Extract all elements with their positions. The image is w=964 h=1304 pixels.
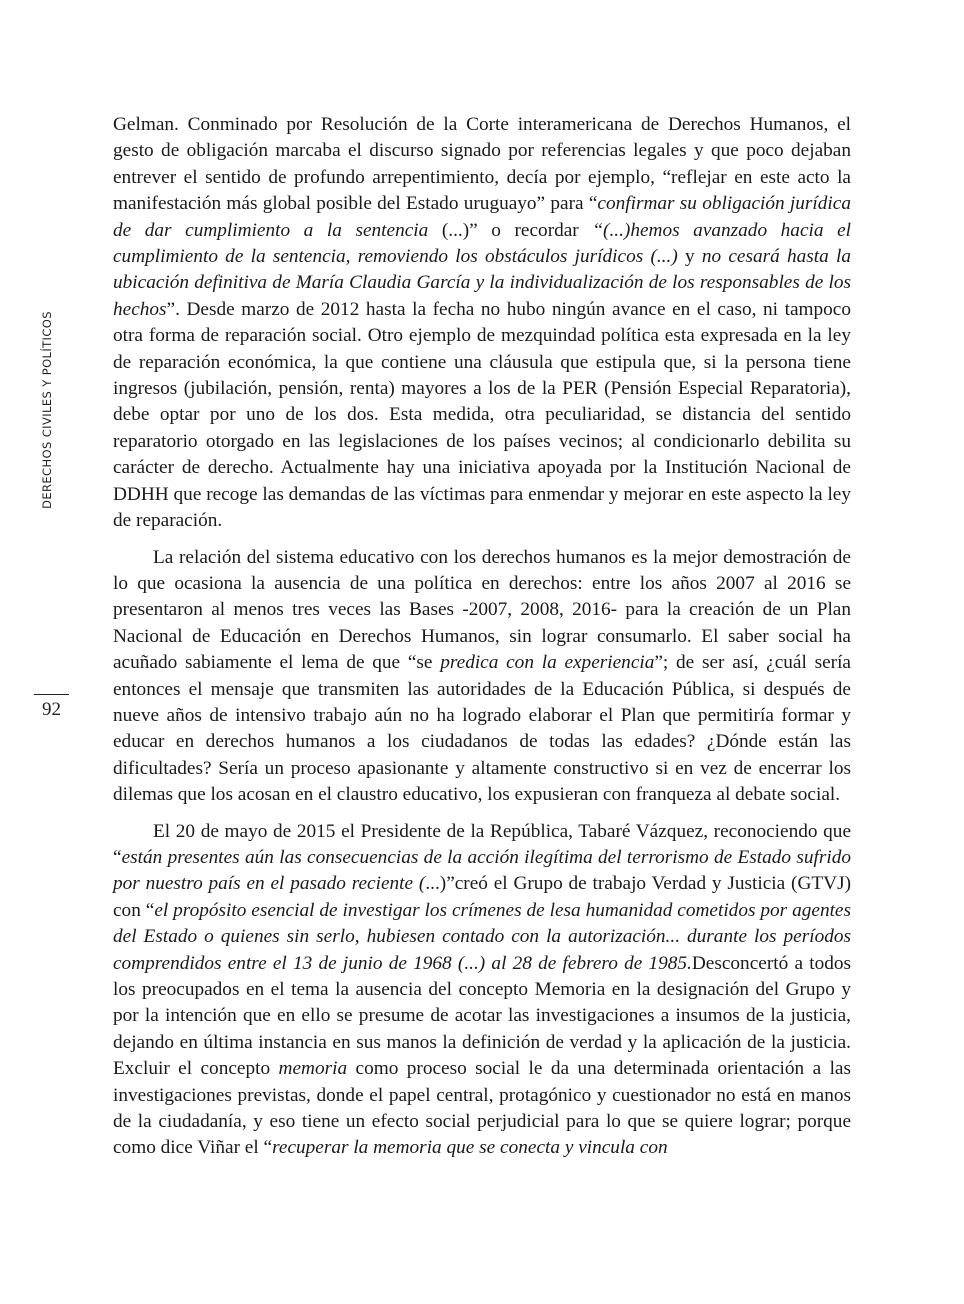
text-run: y <box>677 246 702 268</box>
italic-text: están presentes aún las consecuencias de la acción ilegítima del terrorismo de Estado sufrido por nuestro país en el pasado reciente ( <box>113 846 851 895</box>
page-number: 92 <box>42 699 61 720</box>
italic-text: el propósito esencial de investigar los crímenes de lesa humanidad cometidos por agentes del Estado o quienes sin serlo, hubiesen contado con la autorización... durante los períodos comprendidos entre el 13 de junio de 1968 (...) al 28 de febrero de 1985. <box>113 899 851 974</box>
text-run: (...)” o recordar <box>428 219 593 241</box>
text-run: como proceso social le da una determinada orientación a las investigaciones previstas, donde el papel central, protagónico y cuestionador no está en manos de la ciudadanía, y eso tiene un efecto social perjudicial para lo que se quiere lograr; porque como dice Viñar el “ <box>113 1058 851 1159</box>
italic-text: confirmar su obligación jurídica de dar cumplimiento a la sentencia <box>113 193 851 241</box>
page-number-rule <box>34 694 69 695</box>
italic-text: memoria <box>278 1058 348 1080</box>
italic-text: recuperar la memoria que se conecta y vincula con <box>272 1137 668 1159</box>
text-run: Desconcertó a todos los preocupados en el tema la ausencia del concepto Memoria en la designación del Grupo y por la intención que en ello se presume de acotar las investigaciones a insumos de la justicia, dejando en última instancia en sus manos la definición de verdad y la aplicación de la justicia. Excluir el concepto <box>113 952 851 1080</box>
text-run: El 20 de mayo de 2015 el Presidente de la República, Tabaré Vázquez, reconociendo que “ <box>113 820 851 868</box>
body-text <box>113 112 851 1172</box>
paragraph <box>113 819 851 1162</box>
paragraph <box>113 545 851 809</box>
text-run: La relación del sistema educativo con los derechos humanos es la mejor demostración de lo que ocasiona la ausencia de una política en derechos: entre los años 2007 al 2016 se presentaron al menos tres veces las Bases -2007, 2008, 2016- para la creación de un Plan Nacional de Educación en Derechos Humanos, sin lograr consumarlo. El saber social ha acuñado sabiamente el lema de que “se <box>113 546 851 674</box>
italic-text: “(...)hemos avanzado hacia el cumplimiento de la sentencia, removiendo los obstáculos jurídicos (...) <box>113 219 851 268</box>
running-head: DERECHOS CIVILES Y POLÍTICOS <box>40 311 54 509</box>
text-run: Gelman. Conminado por Resolución de la Corte interamericana de Derechos Humanos, el gesto de obligación marcaba el discurso signado por referencias legales y que poco dejaban entrever el sentido de profundo arrepentimiento, decía por ejemplo, “reflejar en este acto la manifestación más global posible del Estado uruguayo” para “ <box>113 114 851 215</box>
text-run: ”. Desde marzo de 2012 hasta la fecha no hubo ningún avance en el caso, ni tampoco otra forma de reparación social. Otro ejemplo de mezquindad política esta expresada en la ley de reparación económica, la que contiene una cláusula que estipula que, si la persona tiene ingresos (jubilación, pensión, renta) mayores a los de la PER (Pensión Especial Reparatoria), debe optar por uno de los dos. Esta medida, otra peculiaridad, se distancia del sentido reparatorio otorgado en las legislaciones de los países vecinos; al condicionarlo debilita su carácter de derecho. Actualmente hay una iniciativa apoyada por la Institución Nacional de DDHH que recoge las demandas de las víctimas para enmendar y mejorar en este aspecto la ley de reparación. <box>113 298 851 532</box>
text-run: ”; de ser así, ¿cuál sería entonces el mensaje que transmiten las autoridades de la Educación Pública, si después de nueve años de intensivo trabajo aún no ha logrado elaborar el Plan que permitiría formar y educar en derechos humanos a los ciudadanos de todas las edades? ¿Dónde están las dificultades? Sería un proceso apasionante y altamente constructivo si en vez de encerrar los dilemas que los acosan en el claustro educativo, los expusieran con franqueza al debate social. <box>113 652 851 806</box>
italic-text: no cesará hasta la ubicación definitiva de María Claudia García y la individualización de los responsables de los hechos <box>113 246 851 320</box>
text-run: ...)”creó el Grupo de trabajo Verdad y Justicia (GTVJ) con “ <box>113 873 851 921</box>
paragraph <box>113 112 851 535</box>
italic-text: predica con la experiencia <box>440 652 655 674</box>
